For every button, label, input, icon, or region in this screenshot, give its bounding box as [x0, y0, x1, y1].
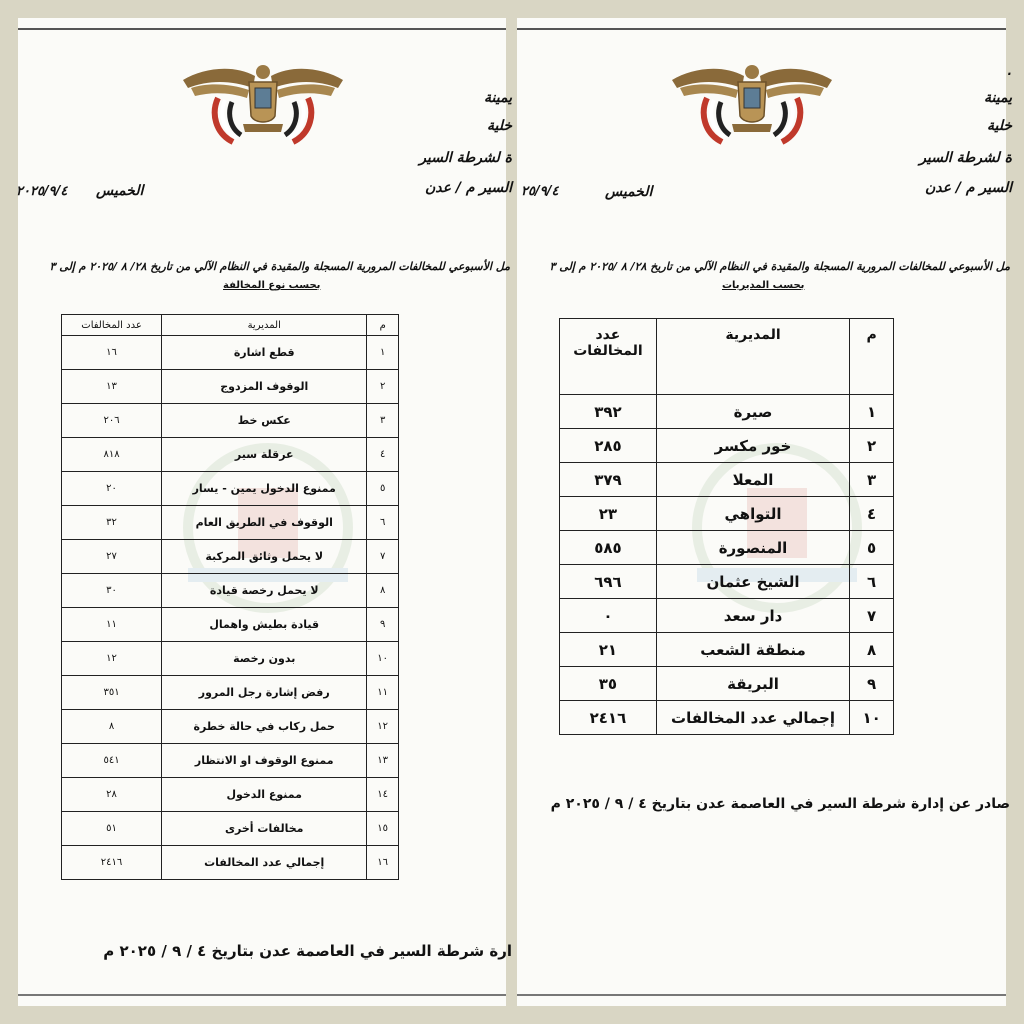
row-number-cell: ٢ — [850, 429, 894, 463]
col-header-count: عدد المخالفات — [62, 315, 162, 336]
table-row — [62, 540, 399, 574]
table-row — [560, 395, 894, 429]
table-row — [560, 599, 894, 633]
row-number-cell: ٥ — [367, 472, 399, 506]
row-count-cell: ٣٠ — [62, 574, 162, 608]
row-count-cell: ٥٨٥ — [560, 531, 657, 565]
row-number-cell: ٧ — [367, 540, 399, 574]
table-row — [62, 778, 399, 812]
row-count-cell: ٢١ — [560, 633, 657, 667]
table-row — [62, 642, 399, 676]
header-line-4: السير م / عدن — [925, 180, 1012, 196]
row-name-cell: عكس خط — [162, 404, 367, 438]
date-label: ٢٥/٩/٤ — [521, 184, 559, 199]
table-row — [62, 710, 399, 744]
row-number-cell: ١٤ — [367, 778, 399, 812]
date-label: ٢٠٢٥/٩/٤ — [16, 184, 68, 199]
header-line-1: يمينة — [984, 90, 1012, 106]
row-count-cell: ٢٤١٦ — [560, 701, 657, 735]
row-count-cell: ٣٢ — [62, 506, 162, 540]
top-rule — [517, 28, 1006, 30]
row-count-cell: ٣٧٩ — [560, 463, 657, 497]
row-name-cell: خور مكسر — [656, 429, 849, 463]
table-row — [62, 812, 399, 846]
row-name-cell: لا يحمل وثائق المركبة — [162, 540, 367, 574]
row-number-cell: ٤ — [367, 438, 399, 472]
row-number-cell: ١١ — [367, 676, 399, 710]
row-name-cell: الشيخ عثمان — [656, 565, 849, 599]
header-line-3: ة لشرطة السير — [919, 150, 1012, 166]
row-name-cell: رفض إشارة رجل المرور — [162, 676, 367, 710]
row-number-cell: ١٠ — [367, 642, 399, 676]
document-page-district — [517, 18, 1012, 1006]
row-name-cell: التواهي — [656, 497, 849, 531]
table-row — [62, 744, 399, 778]
national-emblem-icon — [672, 58, 832, 148]
row-number-cell: ١ — [367, 336, 399, 370]
table-row — [560, 463, 894, 497]
table-row — [62, 404, 399, 438]
table-row — [62, 506, 399, 540]
table-row — [62, 370, 399, 404]
row-number-cell: ٩ — [850, 667, 894, 701]
row-count-cell: ٣٩٢ — [560, 395, 657, 429]
row-number-cell: ٨ — [367, 574, 399, 608]
row-number-cell: ١٥ — [367, 812, 399, 846]
row-name-cell: إجمالي عدد المخالفات — [162, 846, 367, 880]
header-line-0: . — [1007, 64, 1012, 78]
table-row — [62, 608, 399, 642]
day-label: الخميس — [605, 184, 653, 200]
table-row — [62, 438, 399, 472]
header-line-2: خلية — [986, 118, 1012, 134]
row-count-cell: ١٣ — [62, 370, 162, 404]
table-row — [62, 846, 399, 880]
report-subtitle: بحسب نوع المخالفة — [223, 280, 321, 291]
table-row — [560, 667, 894, 701]
top-rule — [18, 28, 506, 30]
row-name-cell: ممنوع الدخول — [162, 778, 367, 812]
header-line-4: السير م / عدن — [425, 180, 512, 196]
table-row — [560, 429, 894, 463]
row-name-cell: لا يحمل رخصة قيادة — [162, 574, 367, 608]
row-number-cell: ٨ — [850, 633, 894, 667]
row-count-cell: ٢٠ — [62, 472, 162, 506]
row-name-cell: إجمالي عدد المخالفات — [656, 701, 849, 735]
row-name-cell: مخالفات أخرى — [162, 812, 367, 846]
row-count-cell: ٢٤١٦ — [62, 846, 162, 880]
row-number-cell: ١٣ — [367, 744, 399, 778]
table-row — [560, 531, 894, 565]
row-number-cell: ٣ — [850, 463, 894, 497]
row-count-cell: ٥٤١ — [62, 744, 162, 778]
row-count-cell: ١٦ — [62, 336, 162, 370]
row-name-cell: البريقة — [656, 667, 849, 701]
report-subtitle: بحسب المديريات — [722, 280, 805, 291]
table-row — [62, 676, 399, 710]
row-number-cell: ٦ — [367, 506, 399, 540]
table-row — [62, 574, 399, 608]
row-name-cell: قطع اشارة — [162, 336, 367, 370]
header-line-2: خلية — [486, 118, 512, 134]
col-header-count: عدد المخالفات — [560, 319, 657, 395]
national-emblem-icon — [183, 58, 343, 148]
table-row — [62, 336, 399, 370]
table-row — [560, 633, 894, 667]
report-title: مل الأسبوعي للمخالفات المرورية المسجلة والمقيدة في النظام الآلي من تاريخ ٢٨/ ٨ /٢٠٢٥ م إلى ٣ — [49, 260, 510, 273]
col-header-number: م — [850, 319, 894, 395]
row-name-cell: الوقوف المزدوج — [162, 370, 367, 404]
row-number-cell: ٢ — [367, 370, 399, 404]
row-count-cell: ١١ — [62, 608, 162, 642]
row-count-cell: ٢٣ — [560, 497, 657, 531]
footer-note: صادر عن إدارة شرطة السير في العاصمة عدن بتاريخ ٤ / ٩ / ٢٠٢٥ م — [550, 796, 1010, 812]
row-count-cell: ٢٧ — [62, 540, 162, 574]
row-number-cell: ٦ — [850, 565, 894, 599]
row-name-cell: عرقلة سير — [162, 438, 367, 472]
row-count-cell: ٣٥ — [560, 667, 657, 701]
row-number-cell: ١٦ — [367, 846, 399, 880]
document-page-violation-type — [16, 18, 512, 1006]
row-name-cell: ممنوع الدخول يمين - يسار — [162, 472, 367, 506]
row-count-cell: ٣٥١ — [62, 676, 162, 710]
footer-note: ارة شرطة السير في العاصمة عدن بتاريخ ٤ / ٩ / ٢٠٢٥ م — [103, 942, 512, 960]
row-name-cell: المنصورة — [656, 531, 849, 565]
violation-type-table — [61, 314, 399, 880]
row-count-cell: ٨١٨ — [62, 438, 162, 472]
day-label: الخميس — [96, 183, 144, 199]
col-header-name: المديرية — [162, 315, 367, 336]
row-name-cell: حمل ركاب في حالة خطرة — [162, 710, 367, 744]
row-number-cell: ١٠ — [850, 701, 894, 735]
row-name-cell: صيرة — [656, 395, 849, 429]
row-count-cell: ٢٨ — [62, 778, 162, 812]
table-row — [560, 497, 894, 531]
table-row — [62, 472, 399, 506]
bottom-rule — [18, 994, 506, 996]
row-number-cell: ٤ — [850, 497, 894, 531]
row-number-cell: ٣ — [367, 404, 399, 438]
row-count-cell: ٦٩٦ — [560, 565, 657, 599]
row-name-cell: دار سعد — [656, 599, 849, 633]
row-name-cell: المعلا — [656, 463, 849, 497]
row-number-cell: ١٢ — [367, 710, 399, 744]
row-number-cell: ٥ — [850, 531, 894, 565]
report-title: مل الأسبوعي للمخالفات المرورية المسجلة والمقيدة في النظام الآلي من تاريخ ٢٨/ ٨ /٢٠٢٥ م إلى ٣ — [549, 260, 1010, 273]
district-table — [559, 318, 894, 735]
row-count-cell: ٥١ — [62, 812, 162, 846]
row-name-cell: ممنوع الوقوف او الانتظار — [162, 744, 367, 778]
table-row — [560, 565, 894, 599]
row-name-cell: الوقوف في الطريق العام — [162, 506, 367, 540]
row-name-cell: قيادة بطيش واهمال — [162, 608, 367, 642]
row-count-cell: ٢٨٥ — [560, 429, 657, 463]
row-number-cell: ٩ — [367, 608, 399, 642]
table-header-row — [560, 319, 894, 395]
col-header-name: المديرية — [656, 319, 849, 395]
row-count-cell: ٠ — [560, 599, 657, 633]
table-header-row — [62, 315, 399, 336]
row-name-cell: منطقة الشعب — [656, 633, 849, 667]
row-count-cell: ٢٠٦ — [62, 404, 162, 438]
header-line-3: ة لشرطة السير — [419, 150, 512, 166]
row-count-cell: ٨ — [62, 710, 162, 744]
bottom-rule — [517, 994, 1006, 996]
row-name-cell: بدون رخصة — [162, 642, 367, 676]
header-line-1: يمينة — [484, 90, 512, 106]
row-number-cell: ١ — [850, 395, 894, 429]
row-count-cell: ١٢ — [62, 642, 162, 676]
table-row — [560, 701, 894, 735]
col-header-number: م — [367, 315, 399, 336]
row-number-cell: ٧ — [850, 599, 894, 633]
